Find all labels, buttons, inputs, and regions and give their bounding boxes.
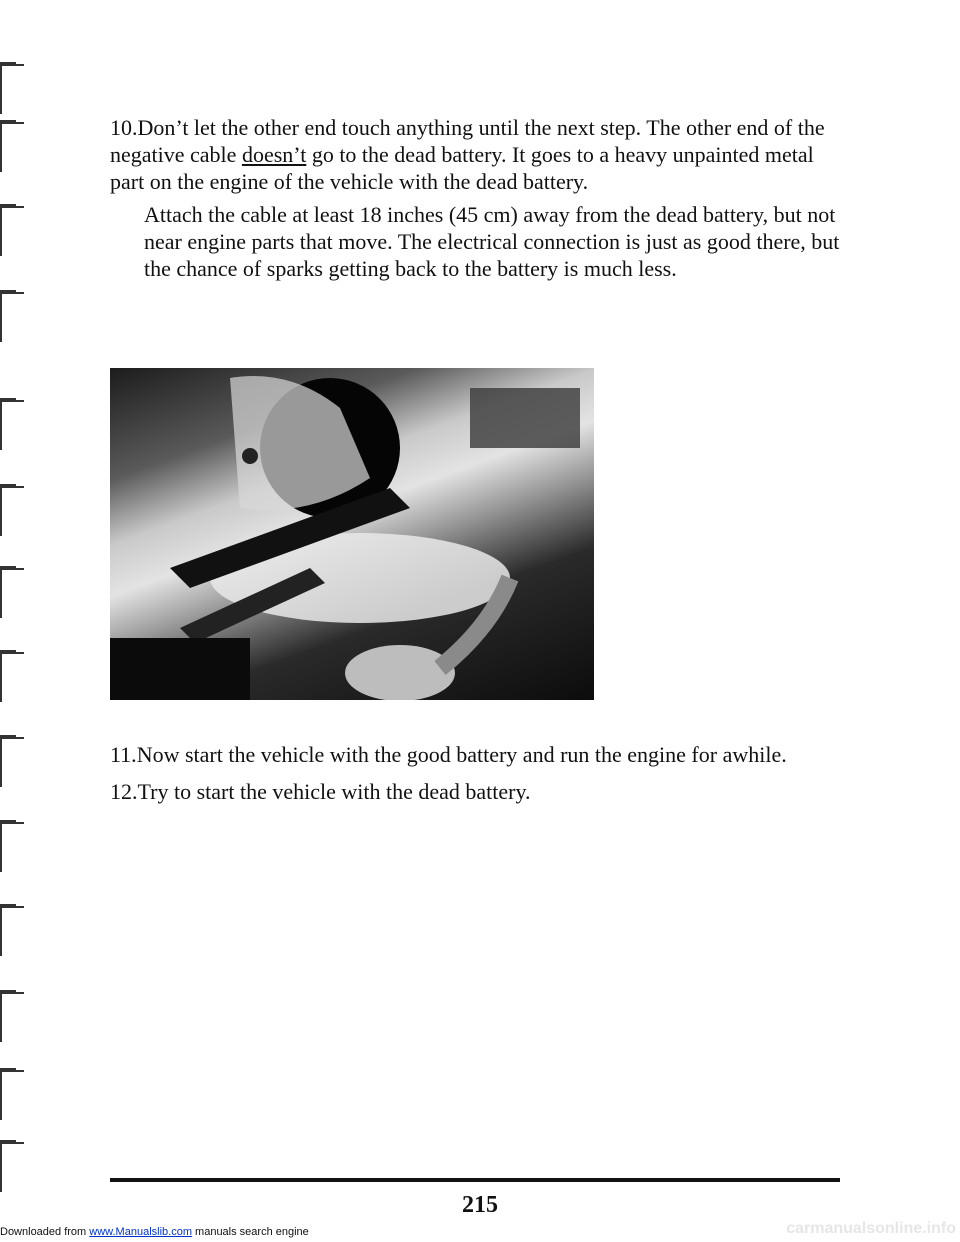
- source-prefix: Downloaded from: [0, 1226, 90, 1238]
- step-text: Don’t let the other end touch anything until the next step. The other end of the negative cable: [110, 115, 825, 167]
- margin-mark: [0, 204, 16, 256]
- engine-photo: [110, 368, 594, 700]
- margin-mark: [0, 1068, 16, 1120]
- step-text: go to the dead battery. It goes to a heavy unpainted metal part on the engine of the vehicle with the dead battery.: [110, 142, 814, 194]
- margin-mark: [0, 820, 16, 872]
- margin-mark: [0, 398, 16, 450]
- underlined-word: doesn’t: [241, 142, 307, 167]
- watermark: carmanualsonline.info: [786, 1220, 956, 1237]
- step-number: 11.: [110, 742, 137, 767]
- margin-mark: [0, 990, 16, 1042]
- margin-mark: [0, 735, 16, 787]
- step-number: 12.: [110, 779, 138, 804]
- step-12: [110, 778, 850, 805]
- source-note: [0, 1226, 309, 1238]
- step-11: [110, 741, 850, 768]
- step-text: Try to start the vehicle with the dead battery.: [137, 779, 531, 804]
- margin-mark: [0, 1140, 16, 1192]
- footer-rule: [110, 1178, 840, 1182]
- page-content: [110, 114, 850, 282]
- margin-mark: [0, 62, 16, 114]
- step-text: Now start the vehicle with the good battery and run the engine for awhile.: [136, 742, 787, 767]
- margin-mark: [0, 650, 16, 702]
- step-number: 10.: [110, 115, 138, 140]
- source-suffix: manuals search engine: [191, 1226, 309, 1238]
- margin-mark: [0, 120, 16, 172]
- page-number: 215: [462, 1192, 498, 1218]
- margin-mark: [0, 290, 16, 342]
- later-steps: [110, 741, 850, 811]
- source-link[interactable]: www.Manualslib.com: [89, 1226, 192, 1238]
- margin-mark: [0, 484, 16, 536]
- margin-mark: [0, 904, 16, 956]
- margin-mark: [0, 566, 16, 618]
- body-paragraph: Attach the cable at least 18 inches (45 cm) away from the dead battery, but not near engine parts that move. The electrical connection is just as good there, but the chance of sparks getting back to the battery is much less.: [144, 202, 840, 281]
- step-10: [110, 114, 850, 195]
- engine-photo-illustration: [110, 368, 594, 700]
